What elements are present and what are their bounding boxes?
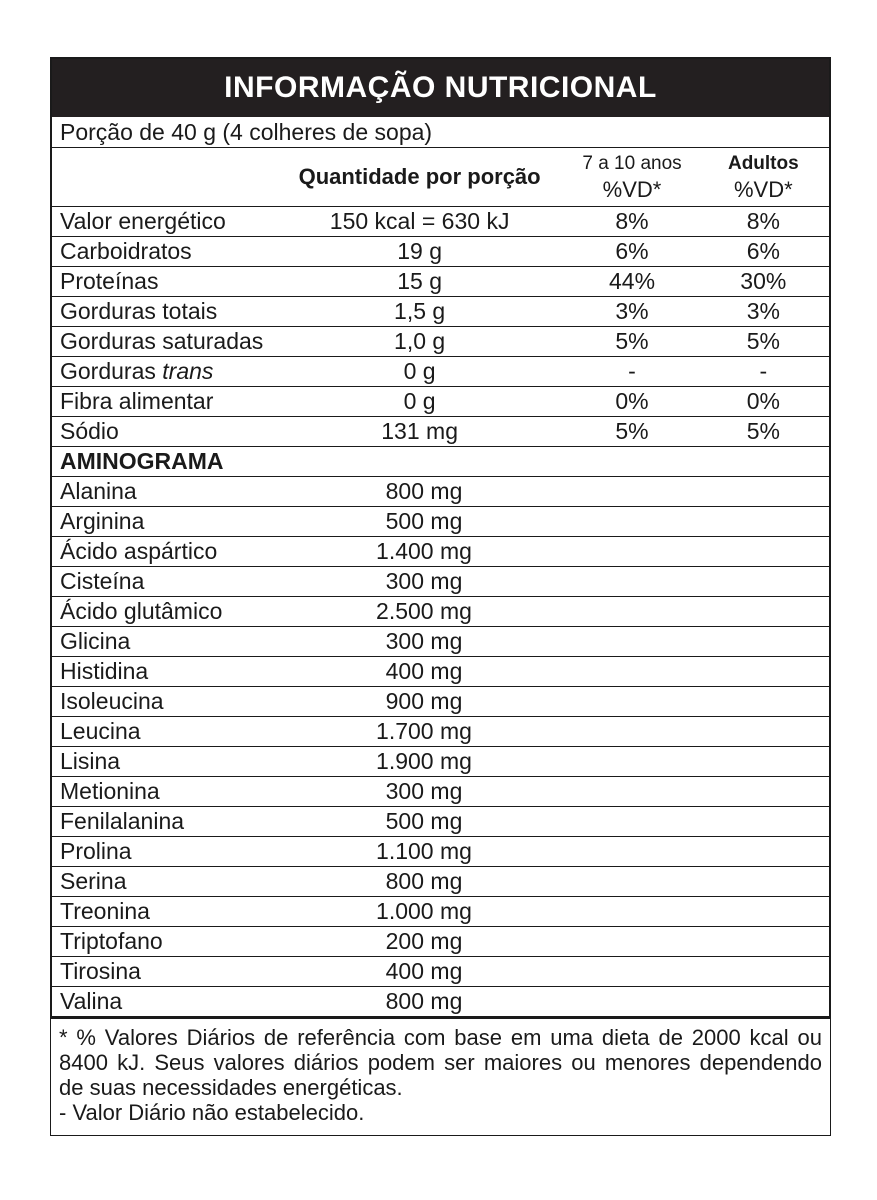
amino-qty: 400 mg: [385, 958, 463, 984]
nutrient-qty: 1,5 g: [394, 298, 446, 324]
nutrient-row: [52, 327, 829, 357]
nutrient-qty: 150 kcal = 630 kJ: [329, 208, 510, 234]
amino-qty: 300 mg: [385, 568, 463, 594]
footnote-reference-text: * % Valores Diários de referência com base em uma dieta de 2000 kcal ou 8400 kJ. Seus valores diários podem ser maiores ou menores dependendo de suas necessidades energéticas.: [59, 1025, 822, 1100]
nutrient-row: [52, 417, 829, 447]
nutrient-name: Carboidratos: [60, 238, 192, 264]
amino-name: Tirosina: [60, 958, 141, 984]
amino-name: Histidina: [60, 658, 149, 684]
amino-row: [52, 957, 829, 987]
amino-row: [52, 477, 829, 507]
nutrient-vd-adults: -: [759, 358, 768, 384]
amino-name: Triptofano: [60, 928, 163, 954]
nutrient-qty: 0 g: [403, 388, 436, 414]
amino-name: Fenilalanina: [60, 808, 185, 834]
nutrient-vd-children: 5%: [615, 328, 649, 354]
amino-row: [52, 657, 829, 687]
amino-name: Prolina: [60, 838, 132, 864]
aminogram-table: [52, 477, 829, 1016]
nutrient-name: [52, 358, 273, 385]
amino-row: [52, 897, 829, 927]
amino-row: [52, 507, 829, 537]
aminogram-title: AMINOGRAMA: [52, 447, 829, 477]
nutrient-vd-children: 6%: [615, 238, 649, 264]
header-children-vd: %VD*: [602, 177, 662, 202]
amino-name: Cisteína: [60, 568, 145, 594]
amino-qty: 800 mg: [385, 478, 463, 504]
nutrient-qty: 19 g: [397, 238, 442, 264]
nutrients-table: [52, 207, 829, 447]
amino-qty: 800 mg: [385, 988, 463, 1014]
nutrient-row: [52, 237, 829, 267]
nutrient-vd-adults: 5%: [746, 328, 780, 354]
amino-row: [52, 987, 829, 1016]
amino-name: Valina: [60, 988, 123, 1014]
amino-row: [52, 777, 829, 807]
amino-name: Ácido aspártico: [60, 538, 218, 564]
amino-name: Metionina: [60, 778, 160, 804]
nutrient-qty: 131 mg: [381, 418, 458, 444]
amino-name: Alanina: [60, 478, 137, 504]
footnote-box: [50, 1018, 831, 1136]
amino-qty: 400 mg: [385, 658, 463, 684]
amino-name: Serina: [60, 868, 127, 894]
amino-row: [52, 537, 829, 567]
amino-qty: 900 mg: [385, 688, 463, 714]
amino-row: [52, 747, 829, 777]
nutrient-qty: 0 g: [403, 358, 436, 384]
nutrient-name: Proteínas: [60, 268, 159, 294]
nutrient-vd-adults: 3%: [746, 298, 780, 324]
amino-row: [52, 717, 829, 747]
nutrient-vd-adults: 30%: [740, 268, 787, 294]
amino-row: [52, 837, 829, 867]
nutrient-vd-children: 3%: [615, 298, 649, 324]
nutrient-vd-adults: 8%: [746, 208, 780, 234]
amino-qty: 1.100 mg: [376, 838, 472, 864]
nutrient-name: Gorduras totais: [60, 298, 218, 324]
nutrient-vd-children: 0%: [615, 388, 649, 414]
nutrient-row: [52, 357, 829, 387]
nutrient-vd-adults: 0%: [746, 388, 780, 414]
header-blank: [52, 148, 273, 206]
header-quantity: Quantidade por porção: [298, 164, 541, 189]
amino-qty: 500 mg: [385, 808, 463, 834]
amino-qty: 2.500 mg: [376, 598, 472, 624]
footnote-not-established-text: - Valor Diário não estabelecido.: [59, 1100, 365, 1125]
amino-qty: 1.700 mg: [376, 718, 472, 744]
nutrient-vd-children: 44%: [608, 268, 656, 294]
amino-row: [52, 867, 829, 897]
amino-name: Glicina: [60, 628, 131, 654]
nutrition-facts-panel: [50, 57, 831, 1018]
amino-name: Arginina: [60, 508, 145, 534]
header-adults-vd: %VD*: [733, 177, 793, 202]
nutrient-qty: 1,0 g: [394, 328, 446, 354]
amino-qty: 1.000 mg: [376, 898, 472, 924]
amino-row: [52, 687, 829, 717]
nutrient-vd-adults: 5%: [746, 418, 780, 444]
nutrient-row: [52, 387, 829, 417]
header-adults-label: Adultos: [727, 153, 799, 174]
amino-row: [52, 627, 829, 657]
nutrient-vd-children: 5%: [615, 418, 649, 444]
amino-row: [52, 597, 829, 627]
amino-qty: 1.900 mg: [376, 748, 472, 774]
header-adults: [698, 148, 829, 206]
nutrient-row: [52, 267, 829, 297]
nutrient-name: Fibra alimentar: [60, 388, 214, 414]
amino-name: Leucina: [60, 718, 141, 744]
amino-qty: 1.400 mg: [376, 538, 472, 564]
amino-qty: 300 mg: [385, 628, 463, 654]
nutrient-row: [52, 207, 829, 237]
nutrient-name: Valor energético: [60, 208, 226, 234]
nutrient-name-prefix: Gorduras: [60, 358, 156, 384]
nutrient-vd-children: -: [628, 358, 636, 384]
amino-name: Lisina: [60, 748, 121, 774]
nutrient-name: Gorduras saturadas: [60, 328, 264, 354]
amino-qty: 800 mg: [385, 868, 463, 894]
amino-row: [52, 807, 829, 837]
amino-row: [52, 927, 829, 957]
nutrient-vd-children: 8%: [615, 208, 649, 234]
nutrient-name: Sódio: [60, 418, 119, 444]
nutrient-row: [52, 297, 829, 327]
serving-size: Porção de 40 g (4 colheres de sopa): [52, 117, 829, 148]
nutrient-qty: 15 g: [397, 268, 442, 294]
header-children-age: 7 a 10 anos: [582, 153, 682, 174]
amino-name: Ácido glutâmico: [60, 598, 223, 624]
amino-qty: 200 mg: [385, 928, 463, 954]
amino-name: Treonina: [60, 898, 150, 924]
nutrient-name-italic: trans: [162, 358, 214, 384]
column-headers: [52, 148, 829, 207]
nutrient-vd-adults: 6%: [746, 238, 780, 264]
amino-name: Isoleucina: [60, 688, 164, 714]
amino-qty: 500 mg: [385, 508, 463, 534]
header-children: [566, 148, 697, 206]
panel-title: INFORMAÇÃO NUTRICIONAL: [52, 59, 829, 117]
amino-qty: 300 mg: [385, 778, 463, 804]
amino-row: [52, 567, 829, 597]
